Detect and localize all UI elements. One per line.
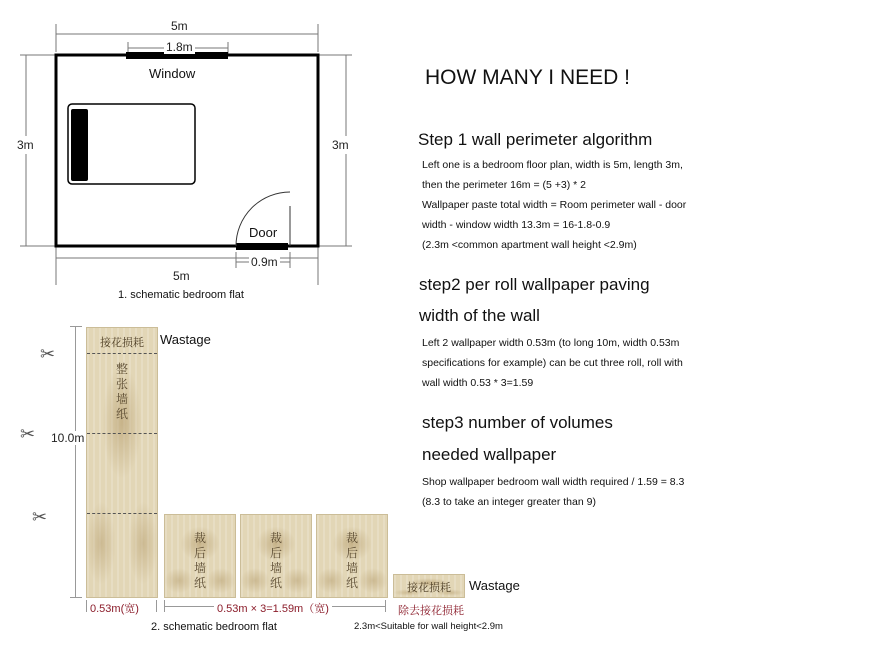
step3-heading-line1: step3 number of volumes [422,413,613,432]
page-title: HOW MANY I NEED ! [425,66,630,89]
step1-line: (2.3m <common apartment wall height <2.9m) [422,239,637,251]
roll-middle-label: 整张墙纸 [115,362,128,421]
cut-line [87,513,157,514]
cut-wallpaper-piece [316,514,388,598]
length-dimension-tick-bottom [70,597,82,598]
scissors-icon: ✂ [32,507,48,527]
step2-heading-line1: step2 per roll wallpaper paving [419,275,650,294]
step3-text [422,472,684,512]
full-wallpaper-roll [86,327,158,598]
figure2-caption: 2. schematic bedroom flat [151,621,277,633]
step2-text [422,333,683,393]
step1-line: then the perimeter 16m = (5 +3) * 2 [422,179,587,191]
step1-heading: Step 1 wall perimeter algorithm [418,130,653,149]
waste-piece-label: 接花损耗 [407,581,451,594]
cut-line [87,353,157,354]
pieces-width-tick-right [385,600,386,612]
roll-wastage-segment-label: 接花损耗 [100,336,144,349]
step1-line: width - window width 13.3m = 16-1.8-0.9 [422,219,611,231]
dimension-right: 3m [332,138,349,152]
roll-width-label: 0.53m(宽) [90,603,139,615]
step1-line: Left one is a bedroom floor plan, width is 5m, length 3m, [422,159,683,171]
dimension-door: 0.9m [251,255,278,269]
step3-line: Shop wallpaper bedroom wall width required / 1.59 = 8.3 [422,476,685,488]
cut-piece-label: 裁后墙纸 [345,531,358,590]
scissors-icon: ✂ [20,424,36,444]
roll-length-label: 10.0m [51,431,85,445]
dimension-top-total: 5m [171,19,188,33]
step1-line: Wallpaper paste total width = Room perimeter wall - door [422,199,687,211]
step2-line: wall width 0.53 * 3=1.59 [422,377,534,389]
remove-wastage-label: 除去接花损耗 [398,605,464,617]
waste-wallpaper-piece [393,574,465,598]
cut-wallpaper-piece [164,514,236,598]
scissors-icon: ✂ [40,344,56,364]
roll-wastage-label: Wastage [160,332,211,347]
roll-width-tick-left [86,600,87,612]
wall-height-note: 2.3m<Suitable for wall height<2.9m [354,621,503,632]
step2-heading-line2: width of the wall [419,306,540,325]
roll-width-tick-right [156,600,157,612]
step1-text [422,155,686,255]
cut-wallpaper-piece [240,514,312,598]
dimension-bottom-total: 5m [173,269,190,283]
length-dimension-tick-top [70,326,82,327]
pieces-width-formula: 0.53m × 3=1.59m（宽) [214,600,332,616]
figure1-caption: 1. schematic bedroom flat [118,289,244,301]
cut-piece-label: 裁后墙纸 [269,531,282,590]
cut-line [87,433,157,434]
step3-heading-line2: needed wallpaper [422,445,557,464]
door-label: Door [249,225,278,240]
window-label: Window [149,66,196,81]
waste-piece-wastage-label: Wastage [469,578,520,593]
step3-line: (8.3 to take an integer greater than 9) [422,496,596,508]
length-dimension-line [75,326,76,598]
dimension-window: 1.8m [166,40,193,54]
step2-line: Left 2 wallpaper width 0.53m (to long 10m, width 0.53m [422,337,680,349]
pieces-width-tick-left [164,600,165,612]
dimension-left: 3m [17,138,34,152]
cut-piece-label: 裁后墙纸 [193,531,206,590]
step2-line: specifications for example) can be cut three roll, roll with [422,357,683,369]
